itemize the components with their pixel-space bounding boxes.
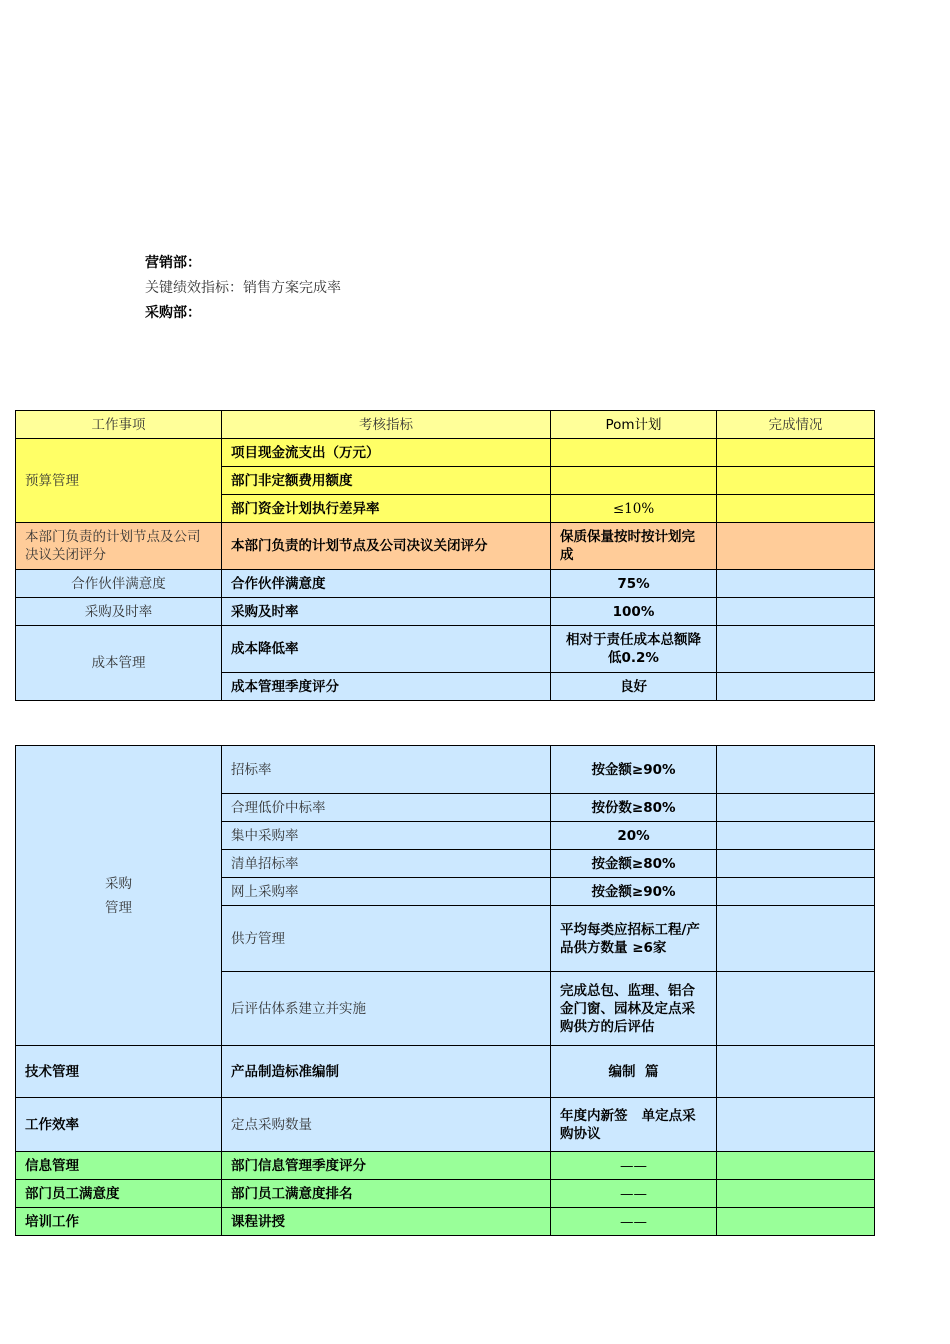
status-cell — [717, 906, 875, 972]
table-row — [16, 746, 875, 794]
staff-item: 部门员工满意度 — [16, 1180, 222, 1208]
kpi-table-2 — [15, 745, 875, 1236]
training-kpi: 课程讲授 — [222, 1208, 551, 1236]
header-work-item: 工作事项 — [16, 411, 222, 439]
info-plan: —— — [551, 1152, 717, 1180]
budget-kpi-variance: 部门资金计划执行差异率 — [222, 495, 551, 523]
status-cell — [717, 626, 875, 673]
budget-item: 预算管理 — [16, 439, 222, 523]
status-cell — [717, 746, 875, 794]
status-cell — [717, 1152, 875, 1180]
info-kpi: 部门信息管理季度评分 — [222, 1152, 551, 1180]
status-cell — [717, 1208, 875, 1236]
marketing-kpi-line: 关键绩效指标：销售方案完成率 — [145, 280, 341, 296]
purchase-kpi: 合理低价中标率 — [222, 794, 551, 822]
plan-nodes-plan: 保质保量按时按计划完成 — [551, 523, 717, 570]
purchase-kpi: 集中采购率 — [222, 822, 551, 850]
staff-plan: —— — [551, 1180, 717, 1208]
purchase-plan: 按金额≥80% — [551, 850, 717, 878]
cost-kpi-reduction: 成本降低率 — [222, 626, 551, 673]
table-row — [16, 598, 875, 626]
purchase-kpi: 供方管理 — [222, 906, 551, 972]
tech-kpi: 产品制造标准编制 — [222, 1046, 551, 1098]
status-cell — [717, 878, 875, 906]
status-cell — [717, 570, 875, 598]
table-row — [16, 626, 875, 673]
table-row — [16, 1180, 875, 1208]
table-row — [16, 570, 875, 598]
purchase-plan: 按金额≥90% — [551, 878, 717, 906]
plan-nodes-item: 本部门负责的计划节点及公司决议关闭评分 — [16, 523, 222, 570]
efficiency-plan: 年度内新签 单定点采购协议 — [551, 1098, 717, 1152]
timely-kpi: 采购及时率 — [222, 598, 551, 626]
kpi-table-1 — [15, 410, 875, 701]
status-cell — [717, 673, 875, 701]
budget-plan-cashflow — [551, 439, 717, 467]
status-cell — [717, 439, 875, 467]
purchase-item: 采购 管理 — [16, 746, 222, 1046]
status-cell — [717, 822, 875, 850]
timely-item: 采购及时率 — [16, 598, 222, 626]
status-cell — [717, 850, 875, 878]
training-item: 培训工作 — [16, 1208, 222, 1236]
status-cell — [717, 598, 875, 626]
budget-plan-nonquota — [551, 467, 717, 495]
header-kpi: 考核指标 — [222, 411, 551, 439]
purchase-plan: 按金额≥90% — [551, 746, 717, 794]
budget-kpi-nonquota: 部门非定额费用额度 — [222, 467, 551, 495]
partner-item: 合作伙伴满意度 — [16, 570, 222, 598]
plan-nodes-kpi: 本部门负责的计划节点及公司决议关闭评分 — [222, 523, 551, 570]
table1-header-row — [16, 411, 875, 439]
table-row — [16, 1152, 875, 1180]
status-cell — [717, 523, 875, 570]
status-cell — [717, 467, 875, 495]
efficiency-item: 工作效率 — [16, 1098, 222, 1152]
purchase-plan: 20% — [551, 822, 717, 850]
table-row — [16, 1098, 875, 1152]
cost-item: 成本管理 — [16, 626, 222, 701]
tech-plan: 编制 篇 — [551, 1046, 717, 1098]
table-row — [16, 1046, 875, 1098]
efficiency-kpi: 定点采购数量 — [222, 1098, 551, 1152]
purchase-kpi: 招标率 — [222, 746, 551, 794]
status-cell — [717, 972, 875, 1046]
staff-kpi: 部门员工满意度排名 — [222, 1180, 551, 1208]
header-status: 完成情况 — [717, 411, 875, 439]
purchase-kpi: 清单招标率 — [222, 850, 551, 878]
table-row — [16, 1208, 875, 1236]
purchase-kpi: 后评估体系建立并实施 — [222, 972, 551, 1046]
purchase-plan: 完成总包、监理、铝合金门窗、园林及定点采购供方的后评估 — [551, 972, 717, 1046]
status-cell — [717, 1046, 875, 1098]
cost-plan-reduction: 相对于责任成本总额降低0.2% — [551, 626, 717, 673]
status-cell — [717, 794, 875, 822]
cost-kpi-quarterly: 成本管理季度评分 — [222, 673, 551, 701]
partner-plan: 75% — [551, 570, 717, 598]
purchase-plan: 平均每类应招标工程/产品供方数量 ≥6家 — [551, 906, 717, 972]
purchasing-heading: 采购部： — [145, 305, 201, 321]
header-plan: Pom计划 — [551, 411, 717, 439]
status-cell — [717, 495, 875, 523]
purchase-kpi: 网上采购率 — [222, 878, 551, 906]
table-row — [16, 523, 875, 570]
timely-plan: 100% — [551, 598, 717, 626]
cost-plan-quarterly: 良好 — [551, 673, 717, 701]
budget-kpi-cashflow: 项目现金流支出（万元） — [222, 439, 551, 467]
status-cell — [717, 1098, 875, 1152]
training-plan: —— — [551, 1208, 717, 1236]
info-item: 信息管理 — [16, 1152, 222, 1180]
tech-item: 技术管理 — [16, 1046, 222, 1098]
table-row — [16, 439, 875, 467]
marketing-heading: 营销部： — [145, 255, 201, 271]
purchase-plan: 按份数≥80% — [551, 794, 717, 822]
status-cell — [717, 1180, 875, 1208]
budget-plan-variance: ≤10% — [551, 495, 717, 523]
partner-kpi: 合作伙伴满意度 — [222, 570, 551, 598]
